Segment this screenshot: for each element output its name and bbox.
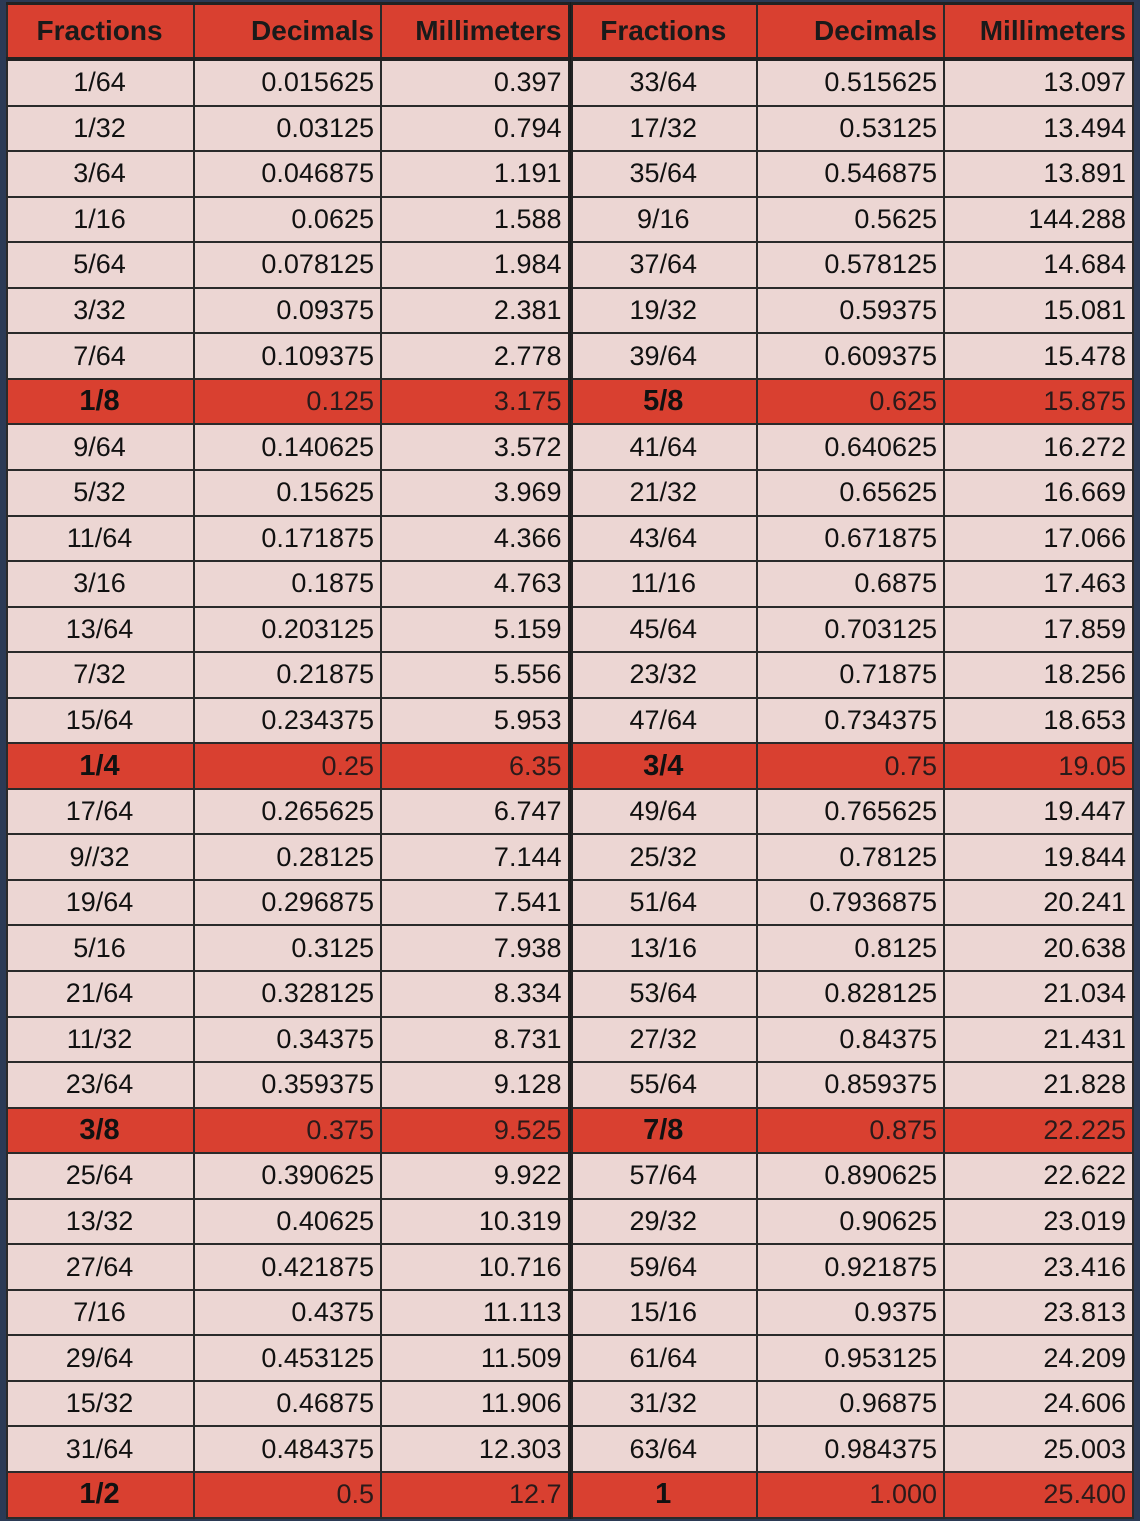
millimeter-cell: 9.525 xyxy=(381,1108,570,1154)
table-row-highlight xyxy=(7,1108,1133,1154)
fraction-cell: 1 xyxy=(570,1472,757,1518)
table-row xyxy=(7,1062,1133,1108)
fraction-cell: 15/32 xyxy=(7,1381,194,1427)
table-row xyxy=(7,925,1133,971)
decimal-cell: 0.03125 xyxy=(194,106,381,152)
table-row xyxy=(7,197,1133,243)
fraction-cell: 51/64 xyxy=(570,880,757,926)
millimeter-cell: 11.509 xyxy=(381,1335,570,1381)
decimal-cell: 0.8125 xyxy=(757,925,944,971)
decimal-cell: 0.265625 xyxy=(194,789,381,835)
decimal-cell: 0.96875 xyxy=(757,1381,944,1427)
table-row xyxy=(7,698,1133,744)
decimal-cell: 0.046875 xyxy=(194,151,381,197)
millimeter-cell: 25.400 xyxy=(944,1472,1133,1518)
millimeter-cell: 8.731 xyxy=(381,1017,570,1063)
fraction-cell: 11/32 xyxy=(7,1017,194,1063)
table-row xyxy=(7,1426,1133,1472)
decimal-cell: 0.515625 xyxy=(757,59,944,106)
fraction-cell: 25/64 xyxy=(7,1153,194,1199)
fraction-cell: 13/32 xyxy=(7,1199,194,1245)
millimeter-cell: 2.778 xyxy=(381,333,570,379)
fraction-cell: 11/16 xyxy=(570,561,757,607)
millimeter-cell: 144.288 xyxy=(944,197,1133,243)
table-row xyxy=(7,1335,1133,1381)
fraction-cell: 1/16 xyxy=(7,197,194,243)
fraction-cell: 15/64 xyxy=(7,698,194,744)
table-row xyxy=(7,607,1133,653)
fraction-cell: 3/16 xyxy=(7,561,194,607)
table-row xyxy=(7,333,1133,379)
decimal-cell: 0.546875 xyxy=(757,151,944,197)
decimal-cell: 0.203125 xyxy=(194,607,381,653)
decimal-cell: 0.15625 xyxy=(194,470,381,516)
decimal-cell: 0.59375 xyxy=(757,288,944,334)
millimeter-cell: 22.622 xyxy=(944,1153,1133,1199)
fraction-cell: 19/64 xyxy=(7,880,194,926)
fraction-cell: 3/64 xyxy=(7,151,194,197)
decimal-cell: 0.1875 xyxy=(194,561,381,607)
table-row xyxy=(7,151,1133,197)
table-row xyxy=(7,242,1133,288)
fraction-cell: 13/64 xyxy=(7,607,194,653)
table-header xyxy=(7,4,1133,60)
decimal-cell: 0.359375 xyxy=(194,1062,381,1108)
millimeter-cell: 15.875 xyxy=(944,379,1133,425)
millimeter-cell: 20.638 xyxy=(944,925,1133,971)
millimeter-cell: 3.175 xyxy=(381,379,570,425)
millimeter-cell: 23.813 xyxy=(944,1290,1133,1336)
fraction-cell: 47/64 xyxy=(570,698,757,744)
millimeter-cell: 1.588 xyxy=(381,197,570,243)
decimal-cell: 0.703125 xyxy=(757,607,944,653)
millimeter-cell: 20.241 xyxy=(944,880,1133,926)
fraction-cell: 27/64 xyxy=(7,1244,194,1290)
millimeter-cell: 21.034 xyxy=(944,971,1133,1017)
decimal-cell: 0.484375 xyxy=(194,1426,381,1472)
table-row xyxy=(7,1381,1133,1427)
millimeter-cell: 0.397 xyxy=(381,59,570,106)
fraction-cell: 19/32 xyxy=(570,288,757,334)
decimal-cell: 0.234375 xyxy=(194,698,381,744)
decimal-cell: 0.7936875 xyxy=(757,880,944,926)
millimeter-cell: 3.572 xyxy=(381,424,570,470)
table-row xyxy=(7,106,1133,152)
fraction-cell: 1/4 xyxy=(7,743,194,789)
millimeter-cell: 11.906 xyxy=(381,1381,570,1427)
table-row xyxy=(7,1153,1133,1199)
decimal-cell: 0.78125 xyxy=(757,834,944,880)
decimal-cell: 0.65625 xyxy=(757,470,944,516)
table-row xyxy=(7,424,1133,470)
fraction-cell: 17/32 xyxy=(570,106,757,152)
table-row xyxy=(7,652,1133,698)
table-row xyxy=(7,1244,1133,1290)
fraction-cell: 9//32 xyxy=(7,834,194,880)
fraction-cell: 21/64 xyxy=(7,971,194,1017)
millimeter-cell: 12.303 xyxy=(381,1426,570,1472)
decimal-cell: 0.734375 xyxy=(757,698,944,744)
millimeter-cell: 17.859 xyxy=(944,607,1133,653)
millimeter-cell: 7.938 xyxy=(381,925,570,971)
table-row xyxy=(7,789,1133,835)
fraction-cell: 61/64 xyxy=(570,1335,757,1381)
millimeter-cell: 10.716 xyxy=(381,1244,570,1290)
fraction-cell: 63/64 xyxy=(570,1426,757,1472)
millimeter-cell: 21.828 xyxy=(944,1062,1133,1108)
fraction-cell: 45/64 xyxy=(570,607,757,653)
decimal-cell: 0.53125 xyxy=(757,106,944,152)
millimeter-cell: 10.319 xyxy=(381,1199,570,1245)
millimeter-cell: 17.066 xyxy=(944,516,1133,562)
decimal-cell: 0.453125 xyxy=(194,1335,381,1381)
millimeter-cell: 17.463 xyxy=(944,561,1133,607)
decimal-cell: 0.078125 xyxy=(194,242,381,288)
millimeter-cell: 25.003 xyxy=(944,1426,1133,1472)
decimal-cell: 0.5 xyxy=(194,1472,381,1518)
millimeter-cell: 11.113 xyxy=(381,1290,570,1336)
header-millimeters-left: Millimeters xyxy=(381,4,570,60)
millimeter-cell: 16.272 xyxy=(944,424,1133,470)
table-row xyxy=(7,516,1133,562)
decimal-cell: 0.125 xyxy=(194,379,381,425)
decimal-cell: 0.296875 xyxy=(194,880,381,926)
millimeter-cell: 18.256 xyxy=(944,652,1133,698)
fraction-cell: 3/8 xyxy=(7,1108,194,1154)
decimal-cell: 0.421875 xyxy=(194,1244,381,1290)
millimeter-cell: 23.019 xyxy=(944,1199,1133,1245)
fraction-cell: 7/16 xyxy=(7,1290,194,1336)
fraction-cell: 5/64 xyxy=(7,242,194,288)
fraction-cell: 17/64 xyxy=(7,789,194,835)
millimeter-cell: 15.081 xyxy=(944,288,1133,334)
header-fractions-right: Fractions xyxy=(570,4,757,60)
millimeter-cell: 19.447 xyxy=(944,789,1133,835)
decimal-cell: 0.09375 xyxy=(194,288,381,334)
fraction-cell: 5/32 xyxy=(7,470,194,516)
table-row xyxy=(7,470,1133,516)
fraction-cell: 59/64 xyxy=(570,1244,757,1290)
fraction-cell: 3/32 xyxy=(7,288,194,334)
fraction-cell: 39/64 xyxy=(570,333,757,379)
fraction-cell: 31/64 xyxy=(7,1426,194,1472)
fraction-cell: 7/8 xyxy=(570,1108,757,1154)
fraction-decimal-mm-table xyxy=(6,2,1134,1519)
table-row xyxy=(7,1290,1133,1336)
table-row xyxy=(7,880,1133,926)
header-decimals-left: Decimals xyxy=(194,4,381,60)
decimal-cell: 0.015625 xyxy=(194,59,381,106)
decimal-cell: 0.828125 xyxy=(757,971,944,1017)
header-fractions-left: Fractions xyxy=(7,4,194,60)
fraction-cell: 7/64 xyxy=(7,333,194,379)
header-millimeters-right: Millimeters xyxy=(944,4,1133,60)
decimal-cell: 0.0625 xyxy=(194,197,381,243)
decimal-cell: 0.140625 xyxy=(194,424,381,470)
millimeter-cell: 13.097 xyxy=(944,59,1133,106)
millimeter-cell: 14.684 xyxy=(944,242,1133,288)
fraction-cell: 1/8 xyxy=(7,379,194,425)
decimal-cell: 0.4375 xyxy=(194,1290,381,1336)
fraction-cell: 3/4 xyxy=(570,743,757,789)
decimal-cell: 0.171875 xyxy=(194,516,381,562)
table-row xyxy=(7,59,1133,106)
millimeter-cell: 5.953 xyxy=(381,698,570,744)
millimeter-cell: 2.381 xyxy=(381,288,570,334)
millimeter-cell: 24.209 xyxy=(944,1335,1133,1381)
table-row xyxy=(7,288,1133,334)
fraction-cell: 53/64 xyxy=(570,971,757,1017)
millimeter-cell: 12.7 xyxy=(381,1472,570,1518)
decimal-cell: 0.25 xyxy=(194,743,381,789)
millimeter-cell: 18.653 xyxy=(944,698,1133,744)
decimal-cell: 0.75 xyxy=(757,743,944,789)
millimeter-cell: 4.366 xyxy=(381,516,570,562)
decimal-cell: 0.84375 xyxy=(757,1017,944,1063)
decimal-cell: 0.28125 xyxy=(194,834,381,880)
decimal-cell: 0.109375 xyxy=(194,333,381,379)
millimeter-cell: 6.747 xyxy=(381,789,570,835)
fraction-cell: 5/16 xyxy=(7,925,194,971)
decimal-cell: 0.90625 xyxy=(757,1199,944,1245)
millimeter-cell: 19.05 xyxy=(944,743,1133,789)
fraction-cell: 35/64 xyxy=(570,151,757,197)
decimal-cell: 0.921875 xyxy=(757,1244,944,1290)
table-body xyxy=(7,59,1133,1518)
millimeter-cell: 5.159 xyxy=(381,607,570,653)
millimeter-cell: 16.669 xyxy=(944,470,1133,516)
decimal-cell: 0.6875 xyxy=(757,561,944,607)
fraction-cell: 57/64 xyxy=(570,1153,757,1199)
header-decimals-right: Decimals xyxy=(757,4,944,60)
millimeter-cell: 7.541 xyxy=(381,880,570,926)
decimal-cell: 0.390625 xyxy=(194,1153,381,1199)
millimeter-cell: 1.191 xyxy=(381,151,570,197)
conversion-table-sheet xyxy=(6,2,1134,1519)
millimeter-cell: 24.606 xyxy=(944,1381,1133,1427)
decimal-cell: 0.890625 xyxy=(757,1153,944,1199)
fraction-cell: 1/64 xyxy=(7,59,194,106)
millimeter-cell: 6.35 xyxy=(381,743,570,789)
table-row xyxy=(7,834,1133,880)
table-row xyxy=(7,1017,1133,1063)
table-row-highlight xyxy=(7,379,1133,425)
fraction-cell: 13/16 xyxy=(570,925,757,971)
millimeter-cell: 1.984 xyxy=(381,242,570,288)
fraction-cell: 33/64 xyxy=(570,59,757,106)
millimeter-cell: 13.891 xyxy=(944,151,1133,197)
fraction-cell: 7/32 xyxy=(7,652,194,698)
table-row xyxy=(7,971,1133,1017)
fraction-cell: 25/32 xyxy=(570,834,757,880)
fraction-cell: 21/32 xyxy=(570,470,757,516)
millimeter-cell: 3.969 xyxy=(381,470,570,516)
decimal-cell: 0.5625 xyxy=(757,197,944,243)
decimal-cell: 0.875 xyxy=(757,1108,944,1154)
fraction-cell: 31/32 xyxy=(570,1381,757,1427)
fraction-cell: 9/64 xyxy=(7,424,194,470)
decimal-cell: 0.671875 xyxy=(757,516,944,562)
fraction-cell: 55/64 xyxy=(570,1062,757,1108)
decimal-cell: 0.609375 xyxy=(757,333,944,379)
fraction-cell: 1/2 xyxy=(7,1472,194,1518)
fraction-cell: 41/64 xyxy=(570,424,757,470)
table-row xyxy=(7,1199,1133,1245)
decimal-cell: 0.953125 xyxy=(757,1335,944,1381)
fraction-cell: 29/32 xyxy=(570,1199,757,1245)
table-row xyxy=(7,561,1133,607)
fraction-cell: 5/8 xyxy=(570,379,757,425)
decimal-cell: 0.21875 xyxy=(194,652,381,698)
millimeter-cell: 22.225 xyxy=(944,1108,1133,1154)
decimal-cell: 0.9375 xyxy=(757,1290,944,1336)
fraction-cell: 23/32 xyxy=(570,652,757,698)
millimeter-cell: 5.556 xyxy=(381,652,570,698)
millimeter-cell: 9.128 xyxy=(381,1062,570,1108)
millimeter-cell: 19.844 xyxy=(944,834,1133,880)
decimal-cell: 0.328125 xyxy=(194,971,381,1017)
table-row-highlight xyxy=(7,1472,1133,1518)
decimal-cell: 0.46875 xyxy=(194,1381,381,1427)
fraction-cell: 27/32 xyxy=(570,1017,757,1063)
millimeter-cell: 13.494 xyxy=(944,106,1133,152)
millimeter-cell: 23.416 xyxy=(944,1244,1133,1290)
fraction-cell: 23/64 xyxy=(7,1062,194,1108)
millimeter-cell: 4.763 xyxy=(381,561,570,607)
decimal-cell: 0.765625 xyxy=(757,789,944,835)
millimeter-cell: 8.334 xyxy=(381,971,570,1017)
decimal-cell: 0.859375 xyxy=(757,1062,944,1108)
fraction-cell: 9/16 xyxy=(570,197,757,243)
fraction-cell: 15/16 xyxy=(570,1290,757,1336)
header-row xyxy=(7,4,1133,60)
decimal-cell: 0.984375 xyxy=(757,1426,944,1472)
decimal-cell: 0.34375 xyxy=(194,1017,381,1063)
millimeter-cell: 15.478 xyxy=(944,333,1133,379)
decimal-cell: 0.71875 xyxy=(757,652,944,698)
fraction-cell: 49/64 xyxy=(570,789,757,835)
fraction-cell: 11/64 xyxy=(7,516,194,562)
decimal-cell: 0.375 xyxy=(194,1108,381,1154)
fraction-cell: 43/64 xyxy=(570,516,757,562)
table-row-highlight xyxy=(7,743,1133,789)
millimeter-cell: 7.144 xyxy=(381,834,570,880)
decimal-cell: 0.625 xyxy=(757,379,944,425)
decimal-cell: 0.40625 xyxy=(194,1199,381,1245)
millimeter-cell: 21.431 xyxy=(944,1017,1133,1063)
fraction-cell: 29/64 xyxy=(7,1335,194,1381)
millimeter-cell: 9.922 xyxy=(381,1153,570,1199)
decimal-cell: 0.578125 xyxy=(757,242,944,288)
decimal-cell: 0.3125 xyxy=(194,925,381,971)
decimal-cell: 1.000 xyxy=(757,1472,944,1518)
fraction-cell: 37/64 xyxy=(570,242,757,288)
decimal-cell: 0.640625 xyxy=(757,424,944,470)
millimeter-cell: 0.794 xyxy=(381,106,570,152)
fraction-cell: 1/32 xyxy=(7,106,194,152)
